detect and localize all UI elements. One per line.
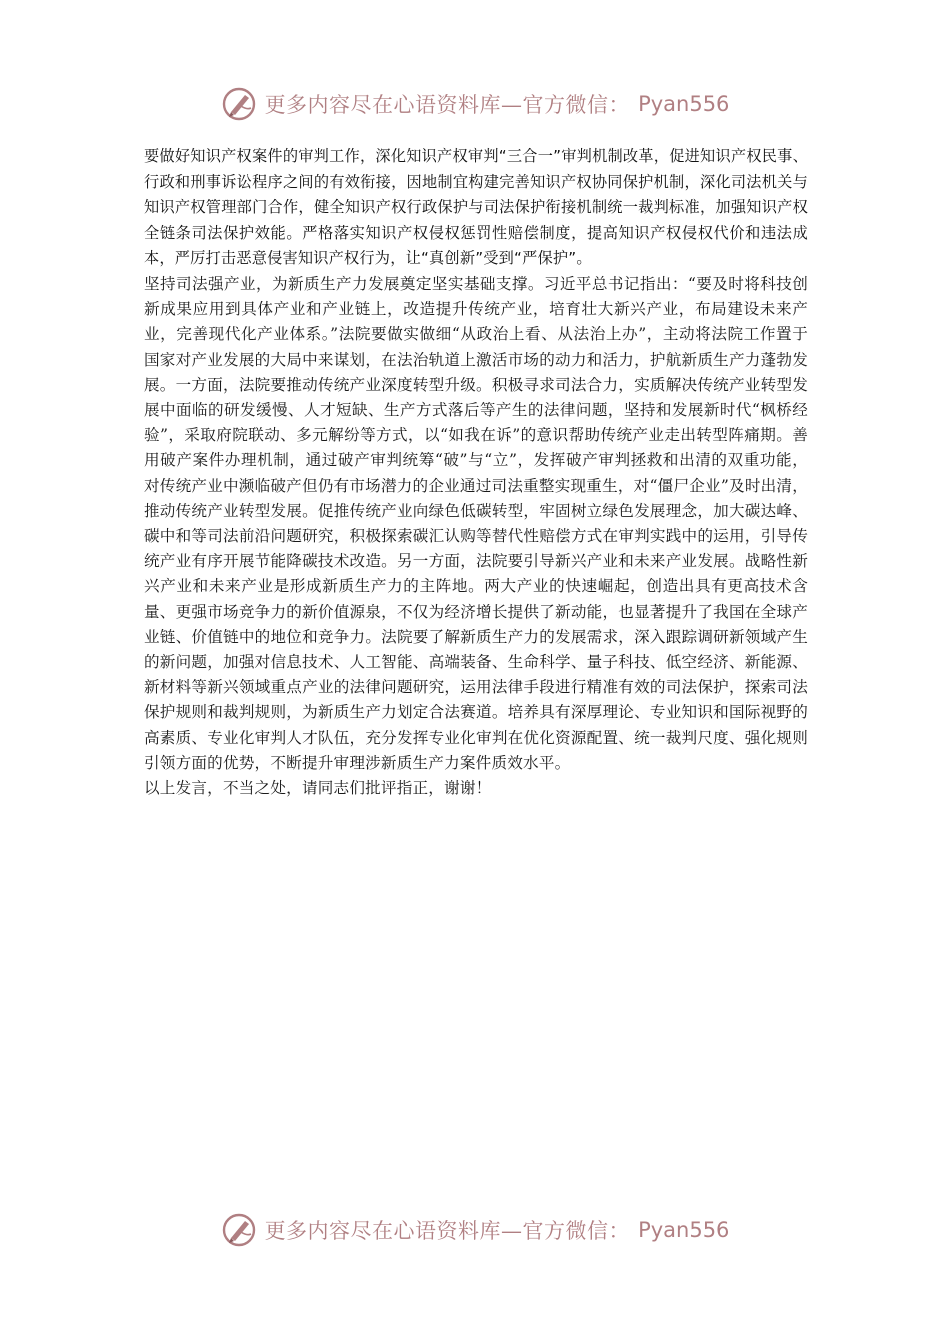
watermark-wechat-id: Pyan556	[638, 1218, 730, 1242]
paragraph: 要做好知识产权案件的审判工作，深化知识产权审判“三合一”审判机制改革，促进知识产权民事、行政和刑事诉讼程序之间的有效衔接，因地制宜构建完善知识产权协同保护机制，深化司法机关与知识产权管理部门合作，健全知识产权行政保护与司法保护衔接机制统一裁判标准，加强知识产权全链条司法保护效能。严格落实知识产权侵权惩罚性赔偿制度，提高知识产权侵权代价和违法成本，严厉打击恶意侵害知识产权行为，让“真创新”受到“严保护”。	[144, 147, 808, 268]
header-watermark	[0, 82, 950, 126]
paragraph: 以上发言，不当之处，请同志们批评指正，谢谢！	[144, 779, 492, 798]
watermark-wechat-id: Pyan556	[638, 92, 730, 116]
pen-logo-icon	[221, 86, 257, 122]
document-body	[144, 144, 808, 801]
watermark-text: 更多内容尽在心语资料库—官方微信：	[264, 1219, 631, 1243]
footer-watermark	[0, 1208, 950, 1252]
paragraph: 坚持司法强产业，为新质生产力发展奠定坚实基础支撑。习近平总书记指出：“要及时将科技创新成果应用到具体产业和产业链上，改造提升传统产业，培育壮大新兴产业，布局建设未来产业，完善现代化产业体系。”法院要做实做细“从政治上看、从法治上办”，主动将法院工作置于国家对产业发展的大局中来谋划，在法治轨道上激活市场的动力和活力，护航新质生产力蓬勃发展。一方面，法院要推动传统产业深度转型升级。积极寻求司法合力，实质解决传统产业转型发展中面临的研发缓慢、人才短缺、生产方式落后等产生的法律问题，坚持和发展新时代“枫桥经验”，采取府院联动、多元解纷等方式，以“如我在诉”的意识帮助传统产业走出转型阵痛期。善用破产案件办理机制，通过破产审判统筹“破”与“立”，发挥破产审判拯救和出清的双重功能，对传统产业中濒临破产但仍有市场潜力的企业通过司法重整实现重生，对“僵尸企业”及时出清，推动传统产业转型发展。促推传统产业向绿色低碳转型，牢固树立绿色发展理念，加大碳达峰、碳中和等司法前沿问题研究，积极探索碳汇认购等替代性赔偿方式在审判实践中的运用，引导传统产业有序开展节能降碳技术改造。另一方面，法院要引导新兴产业和未来产业发展。战略性新兴产业和未来产业是形成新质生产力的主阵地。两大产业的快速崛起，创造出具有更高技术含量、更强市场竞争力的新价值源泉，不仅为经济增长提供了新动能，也显著提升了我国在全球产业链、价值链中的地位和竞争力。法院要了解新质生产力的发展需求，深入跟踪调研新领域产生的新问题，加强对信息技术、人工智能、高端装备、生命科学、量子科技、低空经济、新能源、新材料等新兴领域重点产业的法律问题研究，运用法律手段进行精准有效的司法保护，探索司法保护规则和裁判规则，为新质生产力划定合法赛道。培养具有深厚理论、专业知识和国际视野的高素质、专业化审判人才队伍，充分发挥专业化审判在优化资源配置、统一裁判尺度、强化规则引领方面的优势，不断提升审理涉新质生产力案件质效水平。	[144, 274, 808, 772]
pen-logo-icon	[221, 1212, 257, 1248]
watermark-text: 更多内容尽在心语资料库—官方微信：	[264, 93, 631, 117]
